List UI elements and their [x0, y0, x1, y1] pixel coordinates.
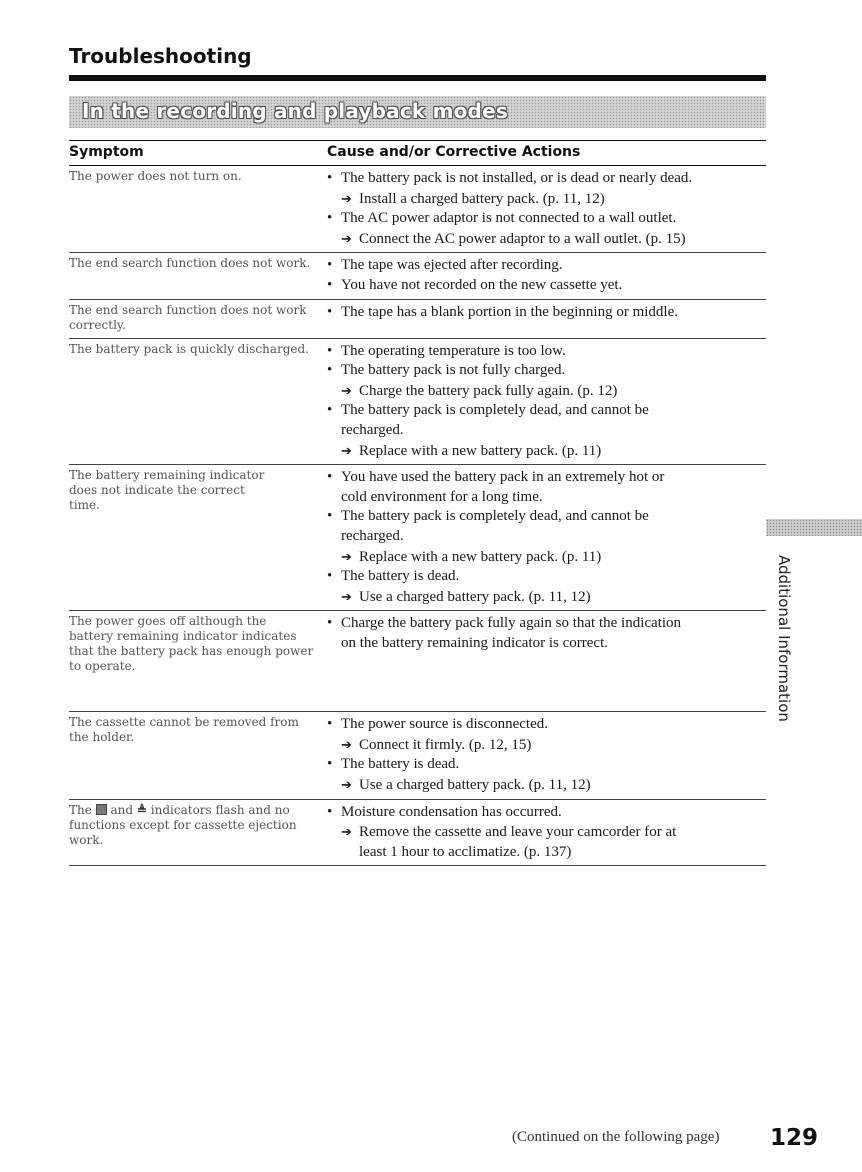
cause-text: recharged.	[341, 527, 404, 544]
cause-text: The tape was ejected after recording.	[341, 257, 563, 274]
table-row	[69, 465, 766, 611]
bullet-icon: •	[327, 170, 333, 186]
bullet-icon: •	[327, 568, 333, 585]
cause-text: You have used the battery pack in an extremely hot or	[341, 469, 665, 486]
symptom-cell: The battery remaining indicator does not indicate the correct time.	[69, 468, 265, 513]
table-row	[69, 611, 766, 712]
continued-note: (Continued on the following page)	[512, 1129, 720, 1145]
symptom-cell: The power goes off although the battery remaining indicator indicates that the battery pack has enough power to operate.	[69, 614, 314, 674]
cause-text: cold environment for a long time.	[341, 488, 543, 505]
symptom-cell: The end search function does not work correctly.	[69, 302, 307, 332]
bullet-icon: •	[327, 803, 333, 820]
cause-cell	[327, 339, 766, 465]
bullet-icon: •	[327, 276, 333, 293]
arrow-right-icon: ➔	[341, 588, 352, 604]
page-title: Troubleshooting	[69, 44, 252, 68]
cause-cell	[327, 253, 766, 298]
bullet-icon: •	[327, 508, 333, 525]
action-text: Replace with a new battery pack. (p. 11)	[359, 548, 602, 565]
table-row	[69, 339, 766, 466]
action-text: Connect the AC power adaptor to a wall outlet. (p. 15)	[359, 230, 686, 247]
section-banner	[69, 96, 766, 128]
symptom-text: The	[69, 802, 92, 817]
cause-text: The power source is disconnected.	[341, 716, 549, 733]
table-header	[69, 140, 766, 166]
symptom-column-header: Symptom	[69, 144, 144, 160]
symptom-cell: The battery pack is quickly discharged.	[69, 341, 309, 356]
action-text: Connect it firmly. (p. 12, 15)	[359, 736, 532, 753]
symptom-text: and	[110, 802, 134, 817]
cause-text: recharged.	[341, 421, 404, 438]
side-tab-label	[775, 555, 796, 722]
arrow-right-icon: ➔	[341, 230, 352, 246]
symptom-cell: The end search function does not work.	[69, 256, 311, 271]
cause-cell	[327, 800, 766, 866]
cause-cell	[327, 712, 766, 798]
troubleshooting-table	[69, 140, 766, 866]
cause-column-header: Cause and/or Corrective Actions	[327, 144, 581, 160]
bullet-icon: •	[327, 257, 333, 274]
table-row	[69, 166, 766, 253]
cause-text: You have not recorded on the new cassette yet.	[341, 276, 623, 293]
bullet-icon: •	[327, 615, 333, 632]
action-text: Use a charged battery pack. (p. 11, 12)	[359, 777, 591, 794]
cause-text: The battery is dead.	[341, 756, 460, 773]
action-text: Replace with a new battery pack. (p. 11)	[359, 442, 602, 459]
bullet-icon: •	[327, 303, 333, 320]
side-tab-marker	[766, 519, 862, 536]
cause-cell	[327, 300, 766, 326]
cause-text: Moisture condensation has occurred.	[341, 803, 562, 820]
tape-indicator-icon	[96, 804, 107, 815]
cause-text: on the battery remaining indicator is correct.	[341, 634, 608, 651]
section-title: In the recording and playback modes	[82, 99, 508, 123]
bullet-icon: •	[327, 402, 333, 419]
symptom-text: indicators flash and no functions except for cassette ejection work.	[69, 802, 297, 847]
cause-cell	[327, 465, 766, 610]
bullet-icon: •	[327, 716, 333, 733]
cause-text: The battery pack is completely dead, and cannot be	[341, 402, 649, 419]
action-text: least 1 hour to acclimatize. (p. 137)	[359, 843, 572, 860]
arrow-right-icon: ➔	[341, 190, 352, 206]
bullet-icon: •	[327, 342, 333, 359]
table-row	[69, 253, 766, 299]
symptom-cell: The power does not turn on.	[69, 169, 242, 183]
action-text: Install a charged battery pack. (p. 11, 12)	[359, 190, 605, 207]
bullet-icon: •	[327, 210, 333, 227]
cause-text: The operating temperature is too low.	[341, 342, 566, 359]
arrow-right-icon: ➔	[341, 442, 352, 458]
cause-text: Charge the battery pack fully again so that the indication	[341, 615, 682, 632]
action-text: Charge the battery pack fully again. (p. 12)	[359, 382, 618, 399]
action-text: Remove the cassette and leave your camcorder for at	[359, 824, 677, 841]
side-tab-text: Additional Information	[775, 555, 793, 722]
cause-text: The battery is dead.	[341, 568, 460, 585]
symptom-cell: The cassette cannot be removed from the holder.	[69, 715, 299, 745]
cause-text: The battery pack is not fully charged.	[341, 362, 566, 379]
cause-text: The battery pack is completely dead, and cannot be	[341, 508, 649, 525]
page-number: 129	[770, 1125, 819, 1151]
title-rule	[69, 75, 766, 81]
bullet-icon: •	[327, 469, 333, 486]
table-row	[69, 712, 766, 799]
cause-cell	[327, 611, 766, 656]
arrow-right-icon: ➔	[341, 777, 352, 793]
arrow-right-icon: ➔	[341, 382, 352, 398]
bullet-icon: •	[327, 362, 333, 379]
symptom-cell	[69, 803, 314, 848]
cause-text: The battery pack is not installed, or is dead or nearly dead.	[341, 170, 693, 186]
cause-text: The tape has a blank portion in the beginning or middle.	[341, 303, 679, 320]
bullet-icon: •	[327, 756, 333, 773]
arrow-right-icon: ➔	[341, 736, 352, 752]
cause-cell	[327, 166, 766, 252]
table-row	[69, 300, 766, 339]
arrow-right-icon: ➔	[341, 824, 352, 840]
eject-icon: ≜	[136, 802, 147, 817]
action-text: Use a charged battery pack. (p. 11, 12)	[359, 588, 591, 605]
table-row	[69, 800, 766, 867]
arrow-right-icon: ➔	[341, 548, 352, 564]
cause-text: The AC power adaptor is not connected to a wall outlet.	[341, 210, 677, 227]
